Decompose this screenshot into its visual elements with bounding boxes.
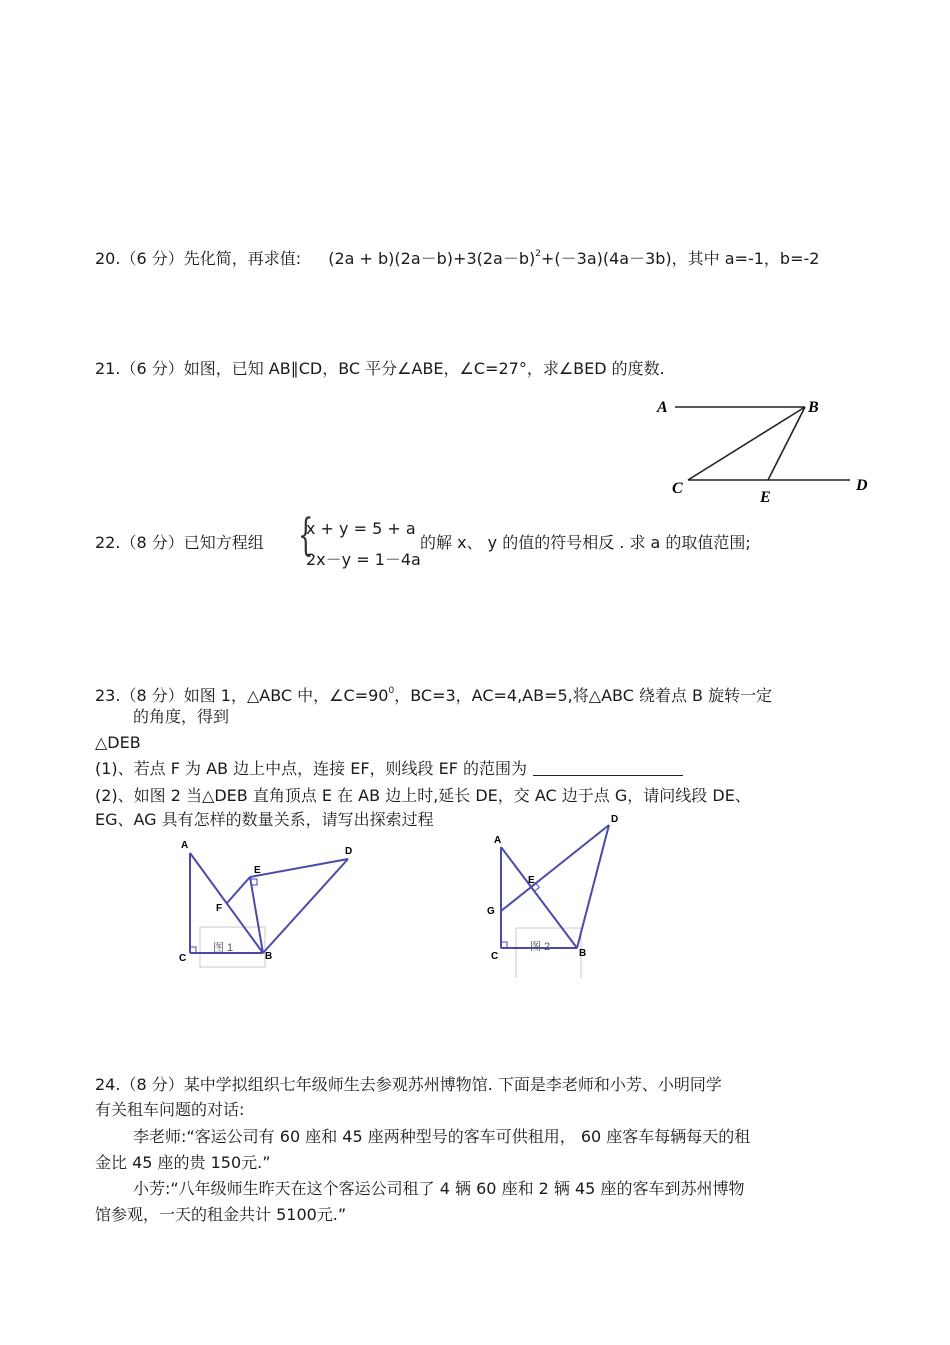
q24-line5: 小芳:“八年级师生昨天在这个客运公司租了 4 辆 60 座和 2 辆 45 座的客车到苏州博物 — [133, 1179, 745, 1198]
q21-label-a: A — [657, 399, 668, 416]
q21-label-e: E — [760, 489, 771, 506]
q23-line3: △DEB — [95, 733, 141, 752]
q23-figure-2 — [482, 810, 632, 980]
q22-prefix: 22.（8 分）已知方程组 — [95, 533, 264, 552]
q20-expr-b: +(－3a)(4a－3b)，其中 a=-1，b=-2 — [540, 249, 820, 268]
fig2-caption: 图 2 — [530, 941, 551, 953]
q23-part2b: EG、AG 具有怎样的数量关系，请写出探索过程 — [95, 810, 434, 829]
fig2-label-g: G — [487, 906, 495, 917]
fig1-label-c: C — [179, 953, 187, 964]
fig1-label-d: D — [345, 846, 353, 857]
q23-line1b: ，BC=3，AC=4,AB=5,将△ABC 绕着点 B 旋转一定 — [394, 686, 773, 705]
q22-suffix: 的解 x、 y 的值的符号相反 . 求 a 的取值范围; — [420, 533, 751, 552]
fig2-label-a: A — [494, 835, 502, 846]
q23-line2: 的角度，得到 — [133, 707, 230, 726]
q21-label-d: D — [856, 477, 868, 494]
fig2-label-d: D — [611, 814, 619, 825]
q21-label-b: B — [808, 399, 819, 416]
q21-figure — [650, 392, 880, 507]
q21-text: 21.（6 分）如图，已知 AB∥CD，BC 平分∠ABE，∠C=27°，求∠BED 的度数. — [95, 359, 665, 378]
q23-part1 — [95, 759, 683, 779]
fig1-label-a: A — [181, 840, 189, 851]
q22-eq1: x + y = 5 + a — [306, 519, 416, 538]
fig1-caption: 图 1 — [213, 942, 234, 954]
q23-line1a: 23.（8 分）如图 1，△ABC 中，∠C=90 — [95, 686, 389, 705]
q24-line3: 李老师:“客运公司有 60 座和 45 座两种型号的客车可供租用， 60 座客车每辆每天的租 — [133, 1127, 751, 1146]
q22-eq2: 2x－y = 1－4a — [306, 550, 421, 569]
q23-figure-1 — [170, 835, 370, 970]
fig2-label-c: C — [491, 951, 499, 962]
fig1-label-b: B — [265, 951, 273, 962]
q23-line1 — [95, 681, 772, 706]
q24-line6: 馆参观，一天的租金共计 5100元.” — [95, 1205, 347, 1224]
q21-label-c: C — [672, 480, 683, 497]
answer-blank — [533, 759, 683, 776]
q24-line2: 有关租车问题的对话: — [95, 1100, 245, 1119]
fig2-label-b: B — [579, 948, 587, 959]
fig1-label-f: F — [216, 903, 223, 914]
q20-sup: 2 — [535, 249, 541, 259]
q23-part2a: (2)、如图 2 当△DEB 直角顶点 E 在 AB 边上时,延长 DE，交 AC 边于点 G，请问线段 DE、 — [95, 786, 751, 805]
q20-text: 20.（6 分）先化简，再求值: — [95, 249, 302, 268]
fig2-label-e: E — [528, 875, 535, 886]
q20-line — [95, 244, 819, 269]
q23-part1-text: (1)、若点 F 为 AB 边上中点，连接 EF，则线段 EF 的范围为 — [95, 759, 528, 778]
q23-line1-sup: 0 — [388, 686, 395, 696]
fig1-label-e: E — [254, 865, 261, 876]
q20-expr-a: (2a + b)(2a－b)+3(2a－b) — [328, 249, 536, 268]
q24-line1: 24.（8 分）某中学拟组织七年级师生去参观苏州博物馆. 下面是李老师和小芳、小明同学 — [95, 1075, 722, 1094]
q24-line4: 金比 45 座的贵 150元.” — [95, 1153, 271, 1172]
q22-brace: { — [298, 510, 314, 561]
